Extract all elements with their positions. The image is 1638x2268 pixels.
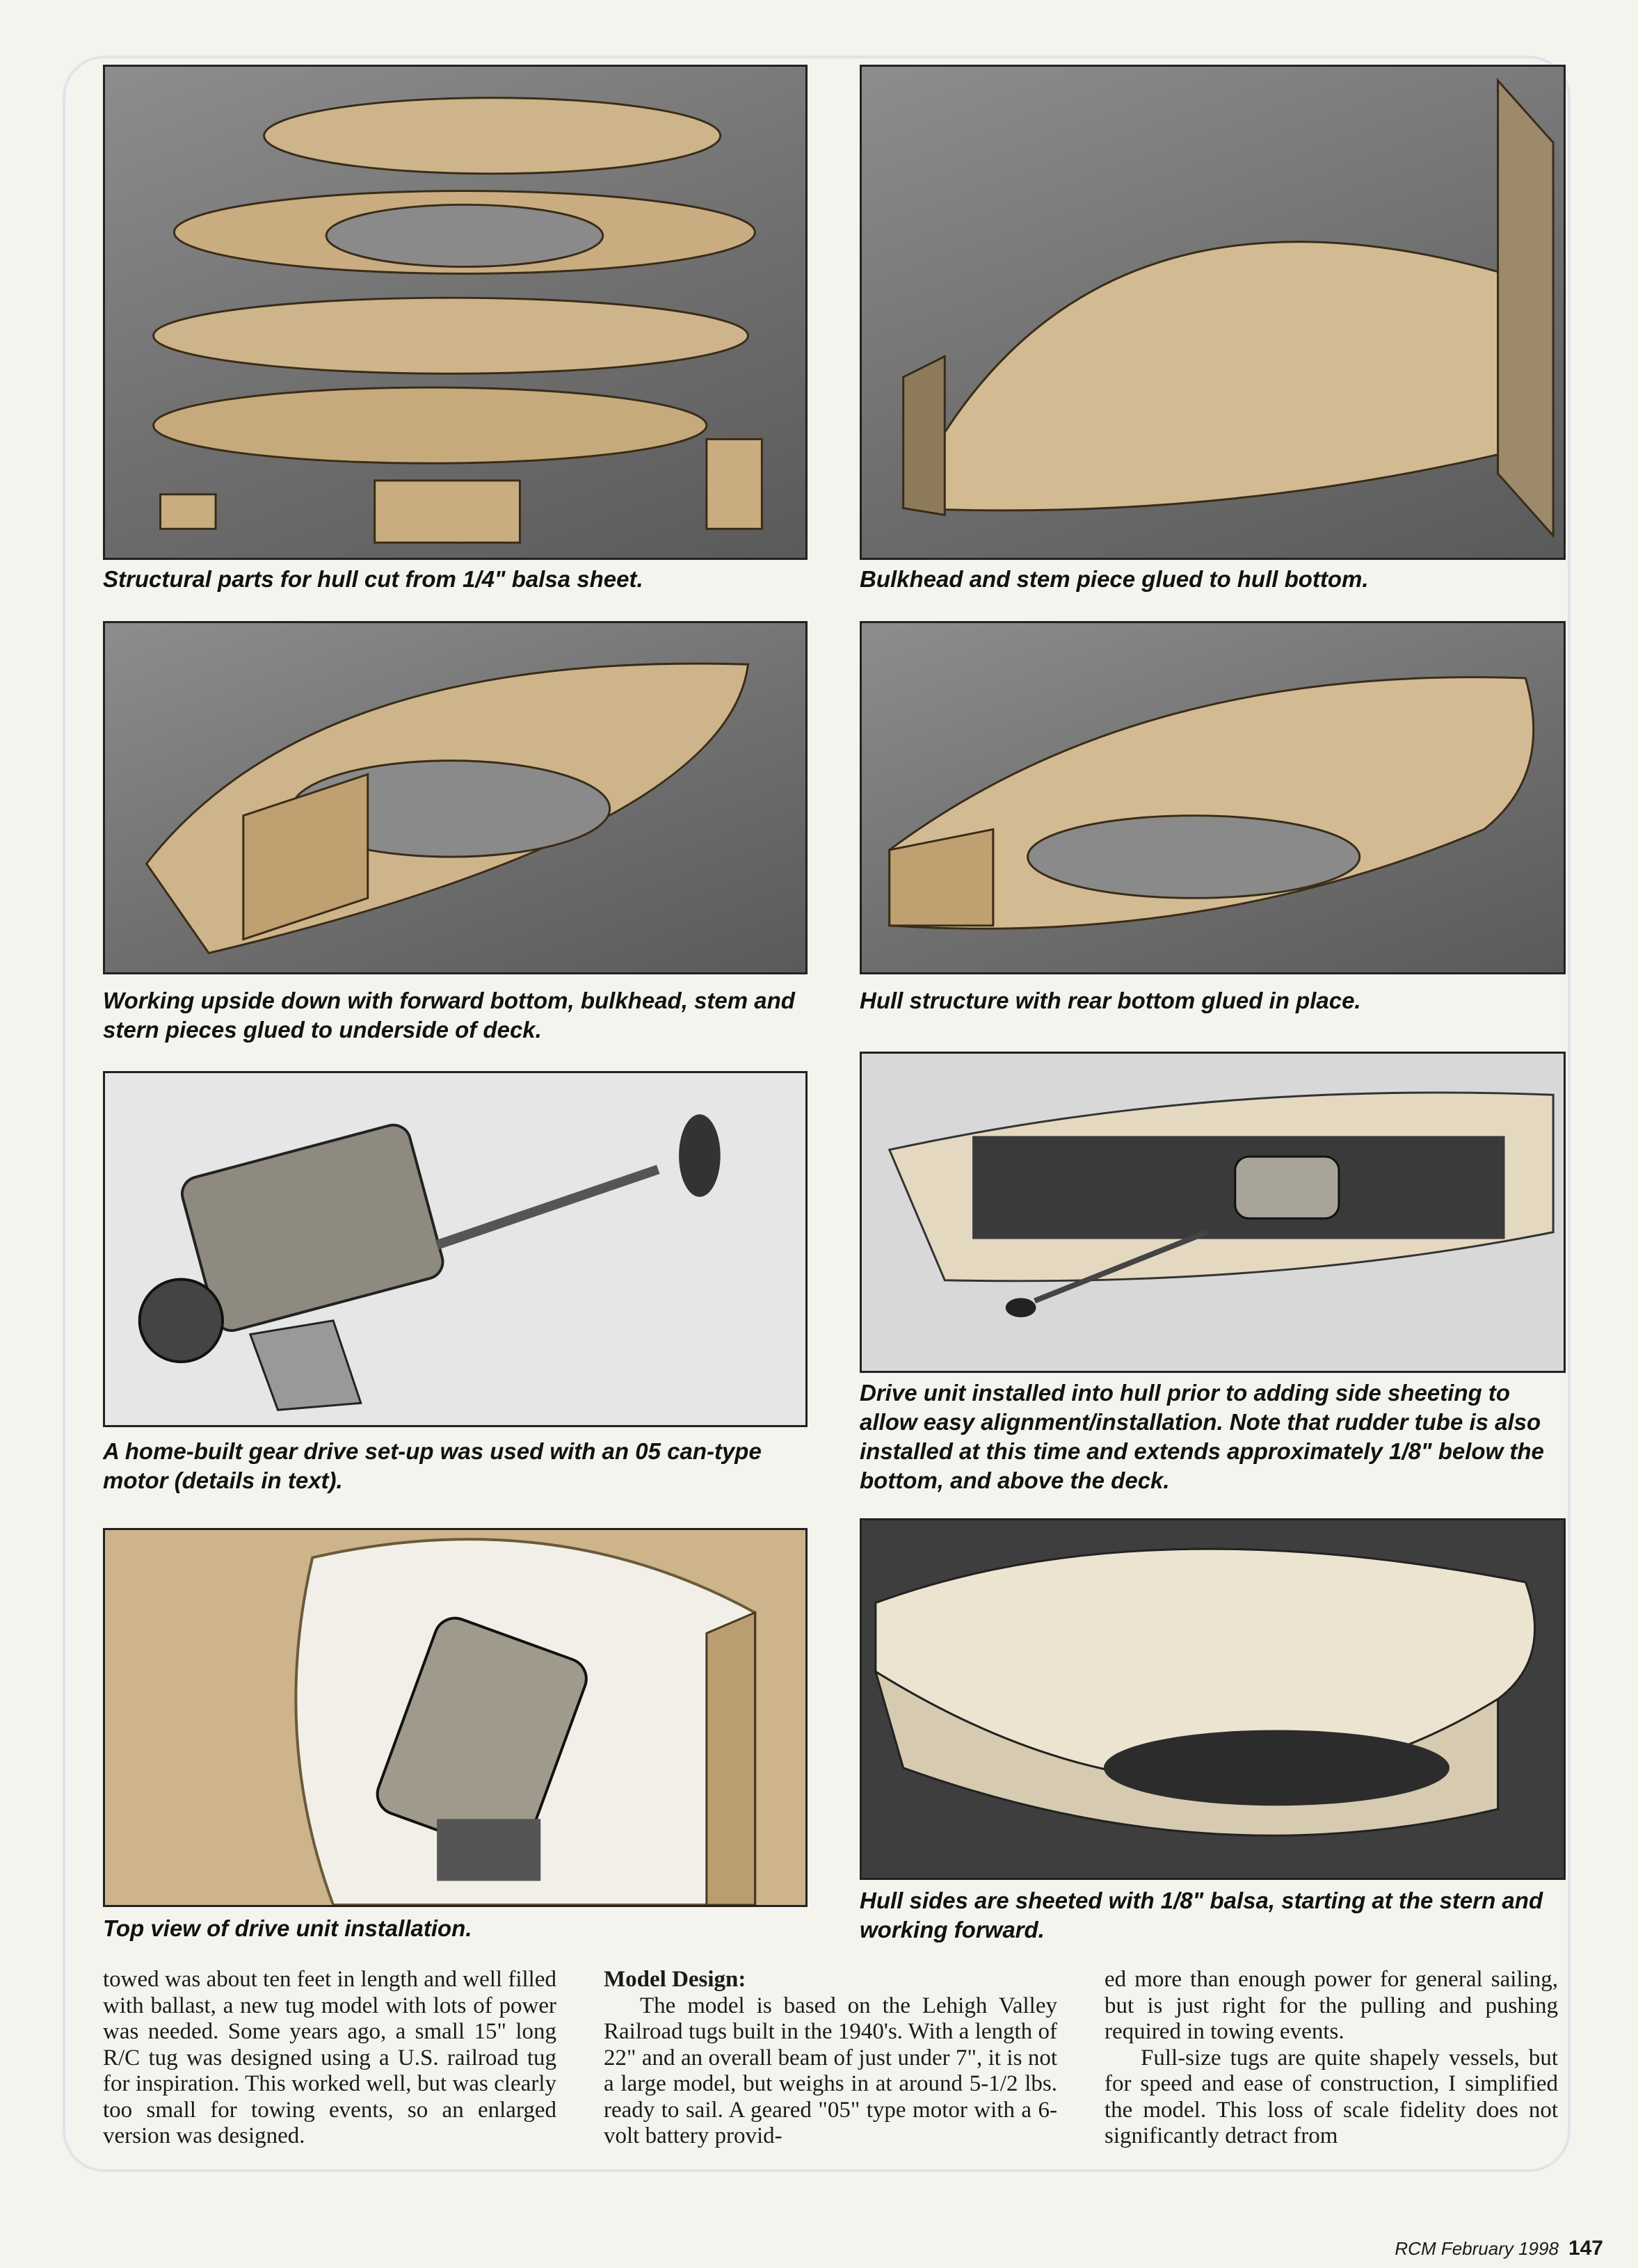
- article-col3-para1: ed more than enough power for general sailing, but is just right for the pulling and pushing required in towing events.: [1105, 1967, 1558, 2044]
- photo-drive-installed: [860, 1052, 1566, 1373]
- photo-gear-drive: [103, 1071, 808, 1427]
- article-column-2: [604, 1967, 1057, 2150]
- photo-hull-structure: [860, 621, 1566, 974]
- magazine-issue: RCM February 1998: [1395, 2238, 1559, 2259]
- caption-hull-parts: Structural parts for hull cut from 1/4" balsa sheet.: [103, 566, 643, 592]
- page-folio: [1395, 2237, 1603, 2260]
- photo-hull-sides: [860, 1518, 1566, 1880]
- article-column-3: [1105, 1967, 1558, 2150]
- photo-bulkhead-stem: [860, 65, 1566, 560]
- article-col2-text: The model is based on the Lehigh Valley Railroad tugs built in the 1940's. With a length of 22" and an overall beam of just under 7", it is not a large model, but weighs in at around 5-1/2 lbs. ready to sail. A geared "05" type motor with a 6-volt battery provid-: [604, 1993, 1057, 2148]
- article-col3-para2: Full-size tugs are quite shapely vessels, but for speed and ease of construction, I simplified the model. This loss of scale fidelity does not significantly detract from: [1105, 2045, 1558, 2148]
- caption-upside-down-deck: Working upside down with forward bottom, bulkhead, stem and stern pieces glued to underside of deck.: [103, 988, 795, 1043]
- photo-hull-parts: [103, 65, 808, 560]
- article-col1-text: towed was about ten feet in length and well filled with ballast, a new tug model with lots of power was needed. Some years ago, a small 15" long R/C tug was designed using a U.S. railroad tug for inspiration. This worked well, but was clearly too small for towing events, so an enlarged version was designed.: [103, 1967, 556, 2148]
- caption-hull-structure: Hull structure with rear bottom glued in place.: [860, 988, 1361, 1013]
- caption-bulkhead-stem: Bulkhead and stem piece glued to hull bottom.: [860, 566, 1369, 592]
- photo-upside-down-deck: [103, 621, 808, 974]
- article-column-1: [103, 1967, 556, 2150]
- caption-drive-installed: Drive unit installed into hull prior to adding side sheeting to allow easy alignment/installation. Note that rudder tube is also installed at this time and extends approximately 1/8" below the bottom, and above the deck.: [860, 1380, 1544, 1493]
- section-heading-model-design: Model Design:: [604, 1967, 746, 1992]
- photo-top-view: [103, 1528, 808, 1907]
- caption-gear-drive: A home-built gear drive set-up was used with an 05 can-type motor (details in text).: [103, 1438, 762, 1493]
- page-number: 147: [1568, 2237, 1603, 2260]
- caption-top-view: Top view of drive unit installation.: [103, 1915, 472, 1941]
- caption-hull-sides: Hull sides are sheeted with 1/8" balsa, starting at the stern and working forward.: [860, 1888, 1543, 1943]
